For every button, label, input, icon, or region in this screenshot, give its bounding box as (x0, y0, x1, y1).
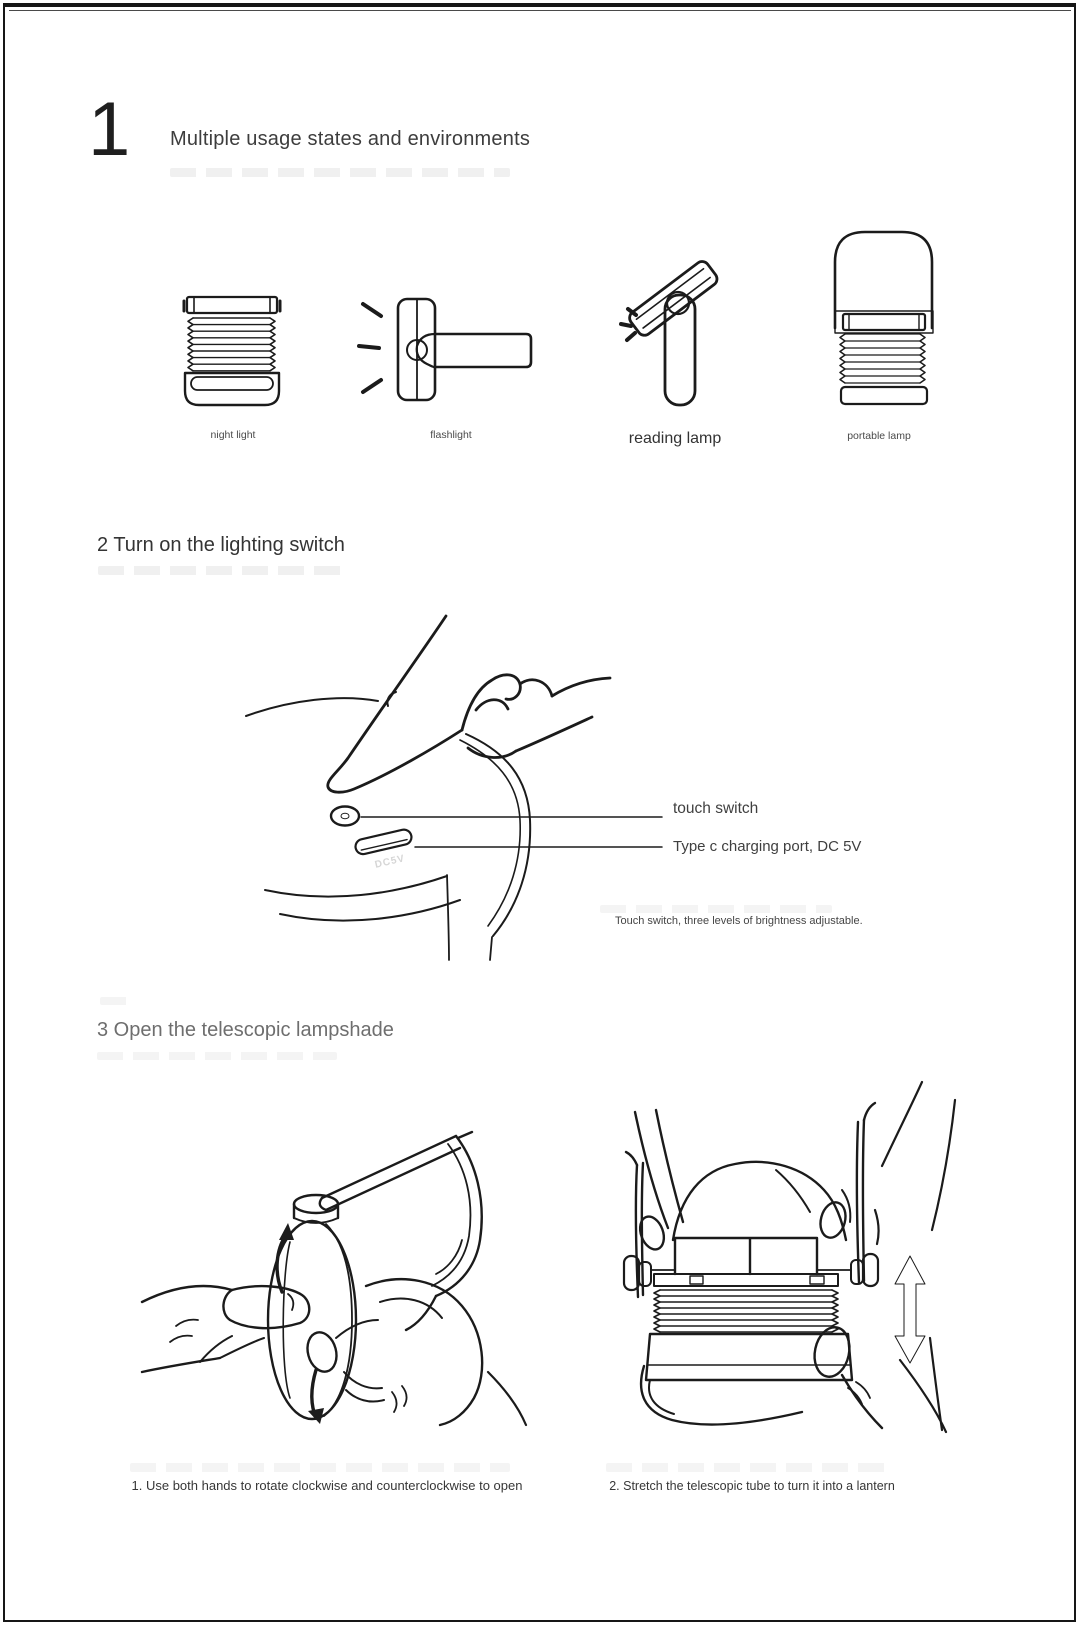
usage-state-label-flashlight: flashlight (430, 429, 472, 441)
callout-charging-port: Type c charging port, DC 5V (673, 838, 862, 855)
charging-port-shape (354, 828, 413, 855)
touch-switch-caption: Touch switch, three levels of brightness adjustable. (615, 915, 863, 927)
faded-text-artifact (100, 997, 134, 1005)
usage-state-label-portable-lamp: portable lamp (847, 430, 911, 442)
faded-text-artifact (600, 905, 832, 913)
touch-switch-shape (331, 807, 359, 826)
pointing-hand (328, 616, 610, 792)
callout-touch-switch: touch switch (673, 800, 759, 817)
touch-switch-illustration (230, 588, 662, 960)
page-border-inner-line (9, 10, 1071, 11)
faded-text-artifact (170, 168, 510, 177)
caption-stretch-lantern: 2. Stretch the telescopic tube to turn it into a lantern (609, 1479, 895, 1493)
caption-rotate-open: 1. Use both hands to rotate clockwise and counterclockwise to open (131, 1478, 523, 1493)
port-marking-text: DC5V (373, 853, 407, 871)
faded-text-artifact (130, 1463, 510, 1472)
usage-state-label-reading-lamp: reading lamp (628, 430, 722, 447)
section2-title: 2 Turn on the lighting switch (97, 534, 345, 556)
flashlight-illustration (343, 296, 539, 404)
faded-text-artifact (606, 1463, 892, 1472)
section1-title: Multiple usage states and environments (170, 128, 531, 150)
section3-title: 3 Open the telescopic lampshade (97, 1019, 394, 1041)
faded-text-artifact (97, 1052, 337, 1060)
reading-lamp-illustration (618, 262, 724, 410)
stretch-direction-arrow (895, 1256, 925, 1363)
faded-text-artifact (98, 566, 348, 575)
section1-number: 1 (88, 87, 131, 172)
lamp-top-shape (246, 698, 530, 960)
rotate-open-illustration (140, 1080, 540, 1425)
night-light-illustration (183, 288, 281, 408)
stretch-tube-illustration (580, 1070, 1000, 1435)
usage-state-label-night-light: night light (210, 429, 256, 441)
portable-lamp-illustration (831, 226, 937, 410)
